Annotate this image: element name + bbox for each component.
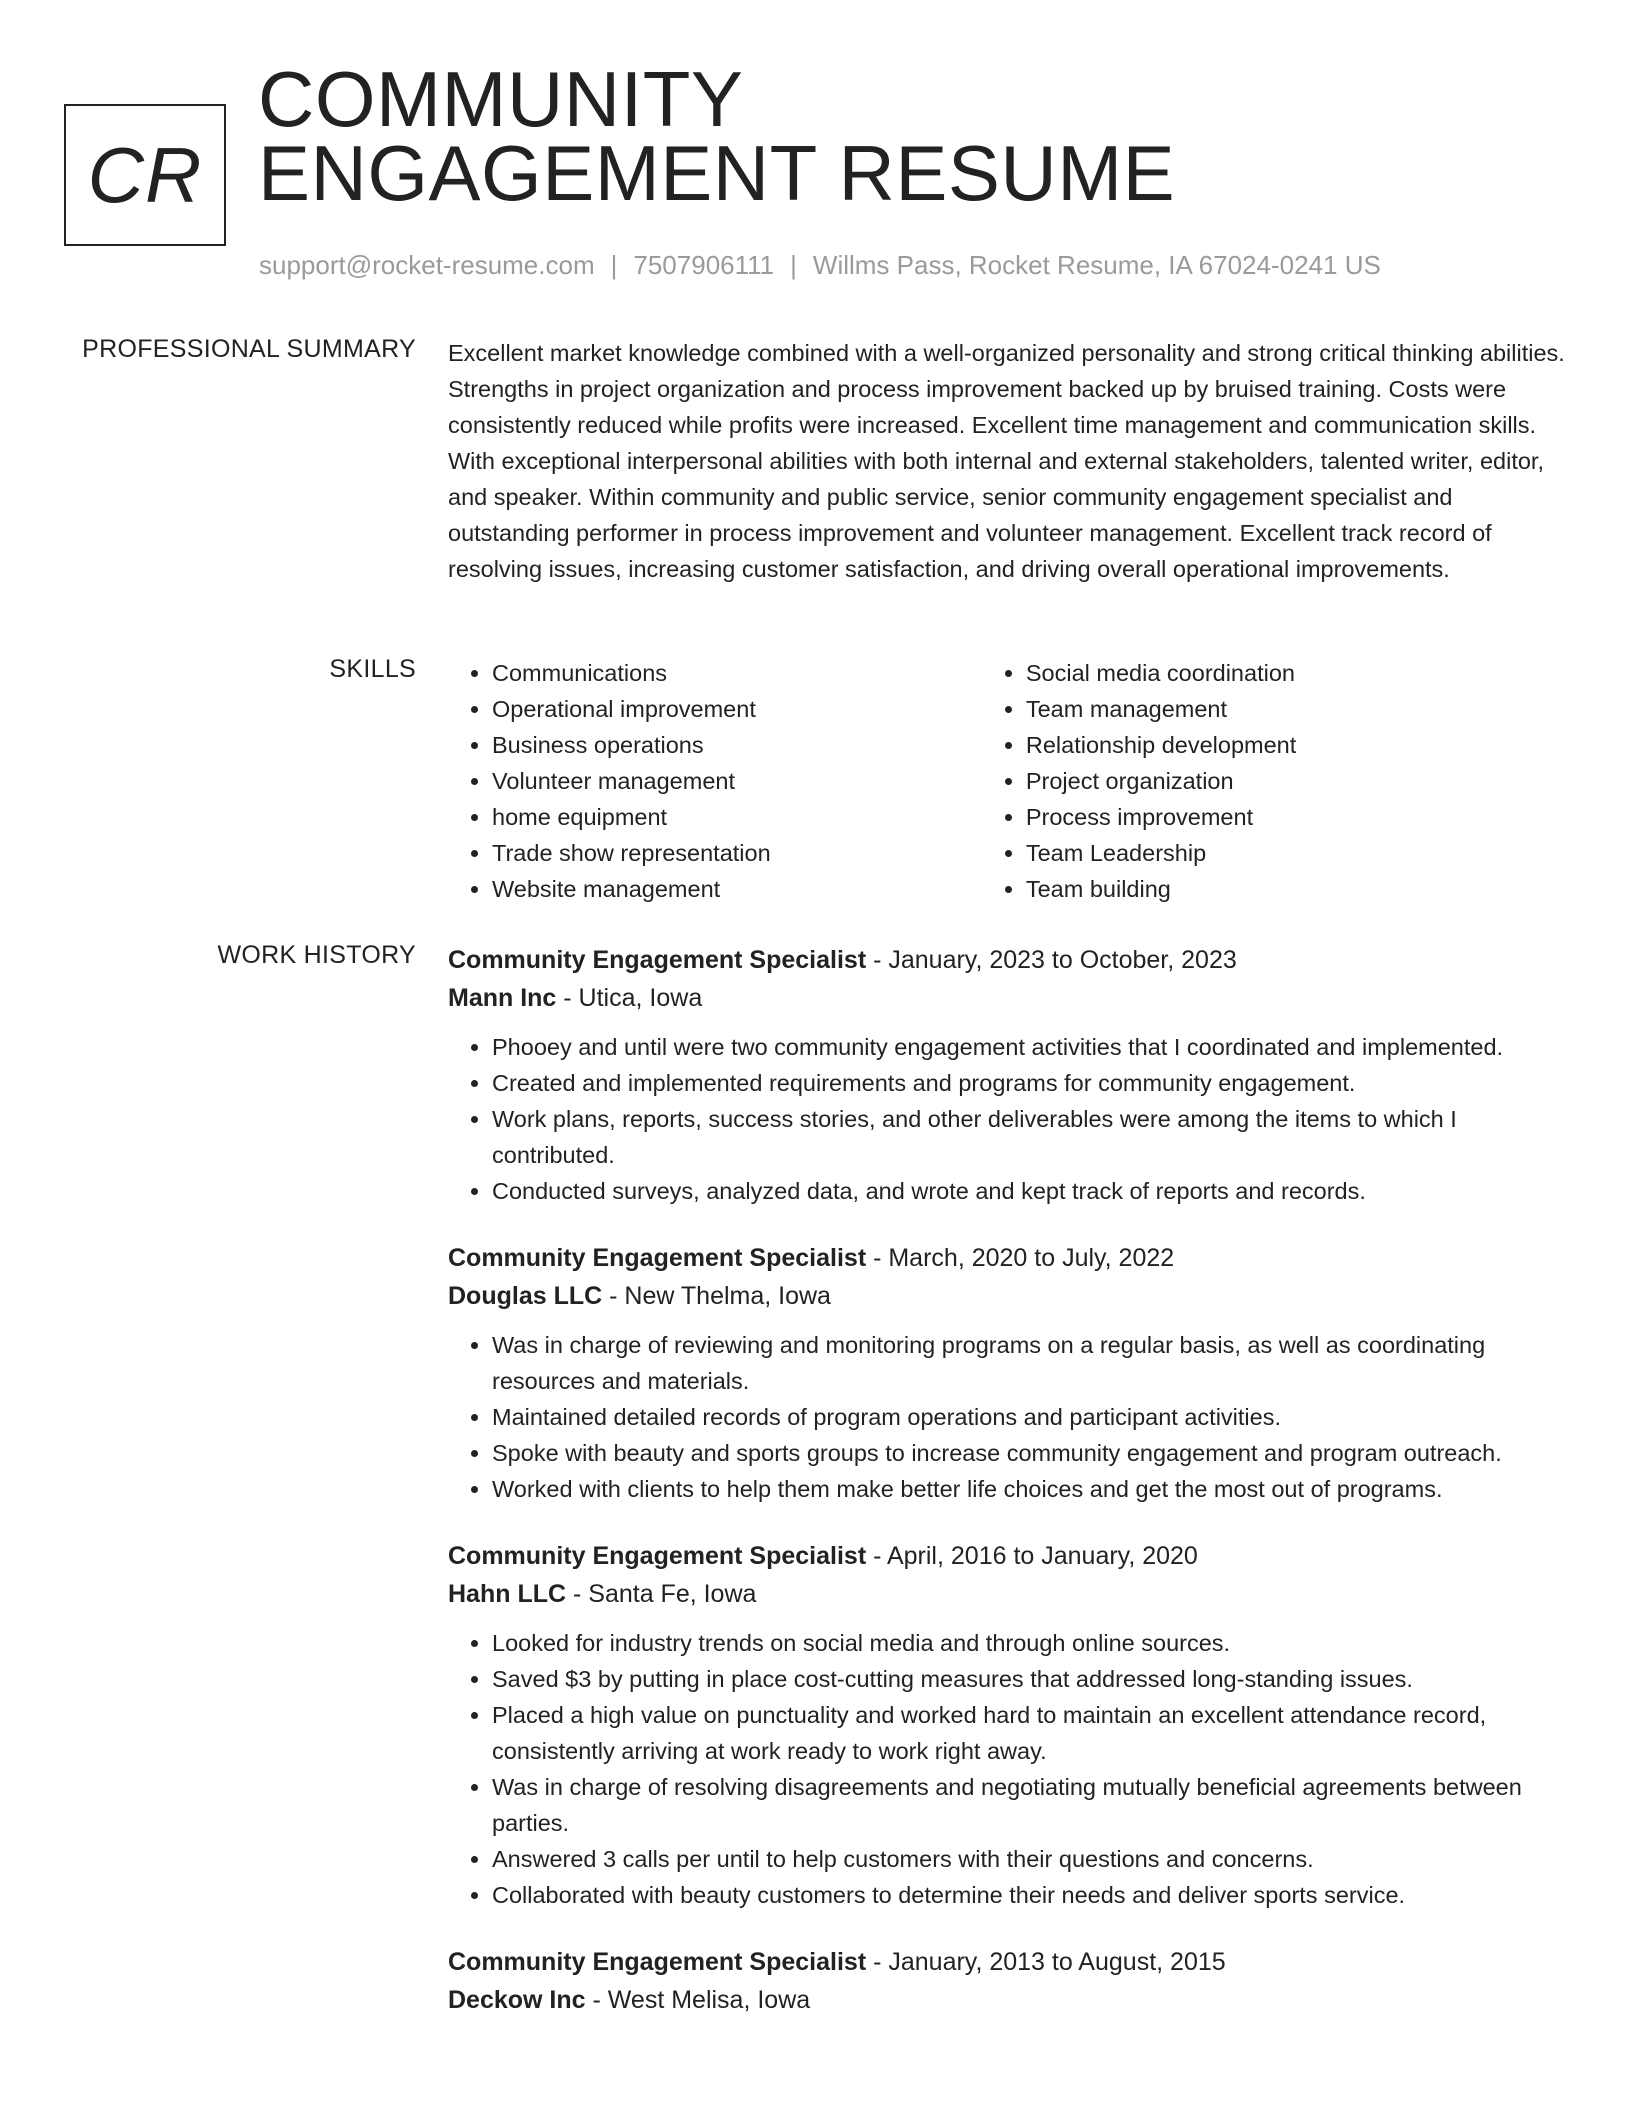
- job-company-line: [448, 1575, 1568, 1613]
- skill-item: • Team Leadership: [1026, 835, 1568, 871]
- job-dates: - January, 2013 to August, 2015: [866, 1948, 1226, 1976]
- job-dates: - March, 2020 to July, 2022: [866, 1244, 1175, 1272]
- job-bullet: • Maintained detailed records of program operations and participant activities.: [492, 1399, 1568, 1435]
- skills-label: SKILLS: [329, 655, 416, 683]
- job-title-line: [448, 1239, 1568, 1277]
- job-company: Deckow Inc: [448, 1986, 586, 2014]
- monogram-logo: [64, 104, 226, 246]
- contact-separator: |: [610, 250, 618, 280]
- summary-label: PROFESSIONAL SUMMARY: [82, 335, 416, 363]
- job-title: Community Engagement Specialist: [448, 1948, 867, 1976]
- job-bullet: • Saved $3 by putting in place cost-cutting measures that addressed long-standing issues.: [492, 1661, 1568, 1697]
- job-bullet: • Work plans, reports, success stories, and other deliverables were among the items to which I contributed.: [492, 1101, 1568, 1173]
- skill-item: • Trade show representation: [492, 835, 982, 871]
- job-location: - Santa Fe, Iowa: [566, 1580, 757, 1608]
- skills-body: [448, 655, 1568, 907]
- job-bullet: • Phooey and until were two community engagement activities that I coordinated and implemented.: [492, 1029, 1568, 1065]
- job-company: Mann Inc: [448, 984, 557, 1012]
- contact-line: [259, 250, 1381, 281]
- skill-item: • Website management: [492, 871, 982, 907]
- skill-item: • Project organization: [1026, 763, 1568, 799]
- job-title-line: [448, 1537, 1568, 1575]
- job-bullet-list: [448, 1625, 1568, 1913]
- contact-phone: 7507906111: [633, 250, 775, 280]
- summary-text: Excellent market knowledge combined with a well-organized personality and strong critical thinking abilities. Strengths in project organization and process improvement backed up by bruised training. Costs were consistently reduced while profits were increased. Excellent time management and communication skills. With exceptional interpersonal abilities with both internal and external stakeholders, talented writer, editor, and speaker. Within community and public service, senior community engagement specialist and outstanding performer in process improvement and volunteer management. Excellent track record of resolving issues, increasing customer satisfaction, and driving overall operational improvements.: [448, 340, 1565, 582]
- job-bullet: • Placed a high value on punctuality and worked hard to maintain an excellent attendance record, consistently arriving at work ready to work right away.: [492, 1697, 1568, 1769]
- job-bullet: • Worked with clients to help them make better life choices and get the most out of programs.: [492, 1471, 1568, 1507]
- contact-email: support@rocket-resume.com: [259, 250, 595, 280]
- skill-item: • Business operations: [492, 727, 982, 763]
- skill-item: • Social media coordination: [1026, 655, 1568, 691]
- contact-address: Willms Pass, Rocket Resume, IA 67024-0241 US: [812, 250, 1381, 280]
- job-company-line: [448, 1277, 1568, 1315]
- skill-item: • Relationship development: [1026, 727, 1568, 763]
- job-entry: [448, 941, 1568, 1209]
- job-bullet-list: [448, 1029, 1568, 1209]
- monogram-text: CR: [87, 130, 203, 219]
- job-bullet: • Spoke with beauty and sports groups to increase community engagement and program outreach.: [492, 1435, 1568, 1471]
- page-title: [258, 55, 1176, 217]
- skill-item: • Operational improvement: [492, 691, 982, 727]
- job-location: - West Melisa, Iowa: [585, 1986, 811, 2014]
- title-line-1: COMMUNITY: [258, 55, 744, 143]
- job-entry: [448, 1943, 1568, 2019]
- work-history-label: WORK HISTORY: [217, 941, 416, 969]
- job-dates: - April, 2016 to January, 2020: [866, 1542, 1198, 1570]
- job-entry: [448, 1239, 1568, 1507]
- skills-left-column: [448, 655, 982, 907]
- job-company-line: [448, 1981, 1568, 2019]
- skill-item: • Team management: [1026, 691, 1568, 727]
- job-bullet: • Was in charge of resolving disagreements and negotiating mutually beneficial agreements between parties.: [492, 1769, 1568, 1841]
- skill-item: • Communications: [492, 655, 982, 691]
- skills-right-column: [982, 655, 1568, 907]
- title-line-2: ENGAGEMENT RESUME: [258, 129, 1176, 217]
- job-bullet: • Answered 3 calls per until to help customers with their questions and concerns.: [492, 1841, 1568, 1877]
- job-dates: - January, 2023 to October, 2023: [866, 946, 1237, 974]
- skill-item: • Process improvement: [1026, 799, 1568, 835]
- job-location: - Utica, Iowa: [556, 984, 703, 1012]
- job-company: Douglas LLC: [448, 1282, 603, 1310]
- job-bullet: • Was in charge of reviewing and monitoring programs on a regular basis, as well as coordinating resources and materials.: [492, 1327, 1568, 1399]
- job-bullet: • Looked for industry trends on social media and through online sources.: [492, 1625, 1568, 1661]
- work-history-body: [448, 941, 1568, 2049]
- skill-item: • Team building: [1026, 871, 1568, 907]
- job-title: Community Engagement Specialist: [448, 946, 867, 974]
- skill-item: • Volunteer management: [492, 763, 982, 799]
- job-title: Community Engagement Specialist: [448, 1244, 867, 1272]
- skill-item: • home equipment: [492, 799, 982, 835]
- job-bullet: • Created and implemented requirements and programs for community engagement.: [492, 1065, 1568, 1101]
- job-title-line: [448, 941, 1568, 979]
- skills-grid: [448, 655, 1568, 907]
- job-title: Community Engagement Specialist: [448, 1542, 867, 1570]
- contact-separator: |: [790, 250, 797, 280]
- job-entry: [448, 1537, 1568, 1913]
- job-bullet: • Collaborated with beauty customers to determine their needs and deliver sports service.: [492, 1877, 1568, 1913]
- job-bullet: • Conducted surveys, analyzed data, and wrote and kept track of reports and records.: [492, 1173, 1568, 1209]
- job-company: Hahn LLC: [448, 1580, 567, 1608]
- job-title-line: [448, 1943, 1568, 1981]
- job-bullet-list: [448, 1327, 1568, 1507]
- job-location: - New Thelma, Iowa: [602, 1282, 831, 1310]
- summary-body: [448, 335, 1568, 587]
- job-company-line: [448, 979, 1568, 1017]
